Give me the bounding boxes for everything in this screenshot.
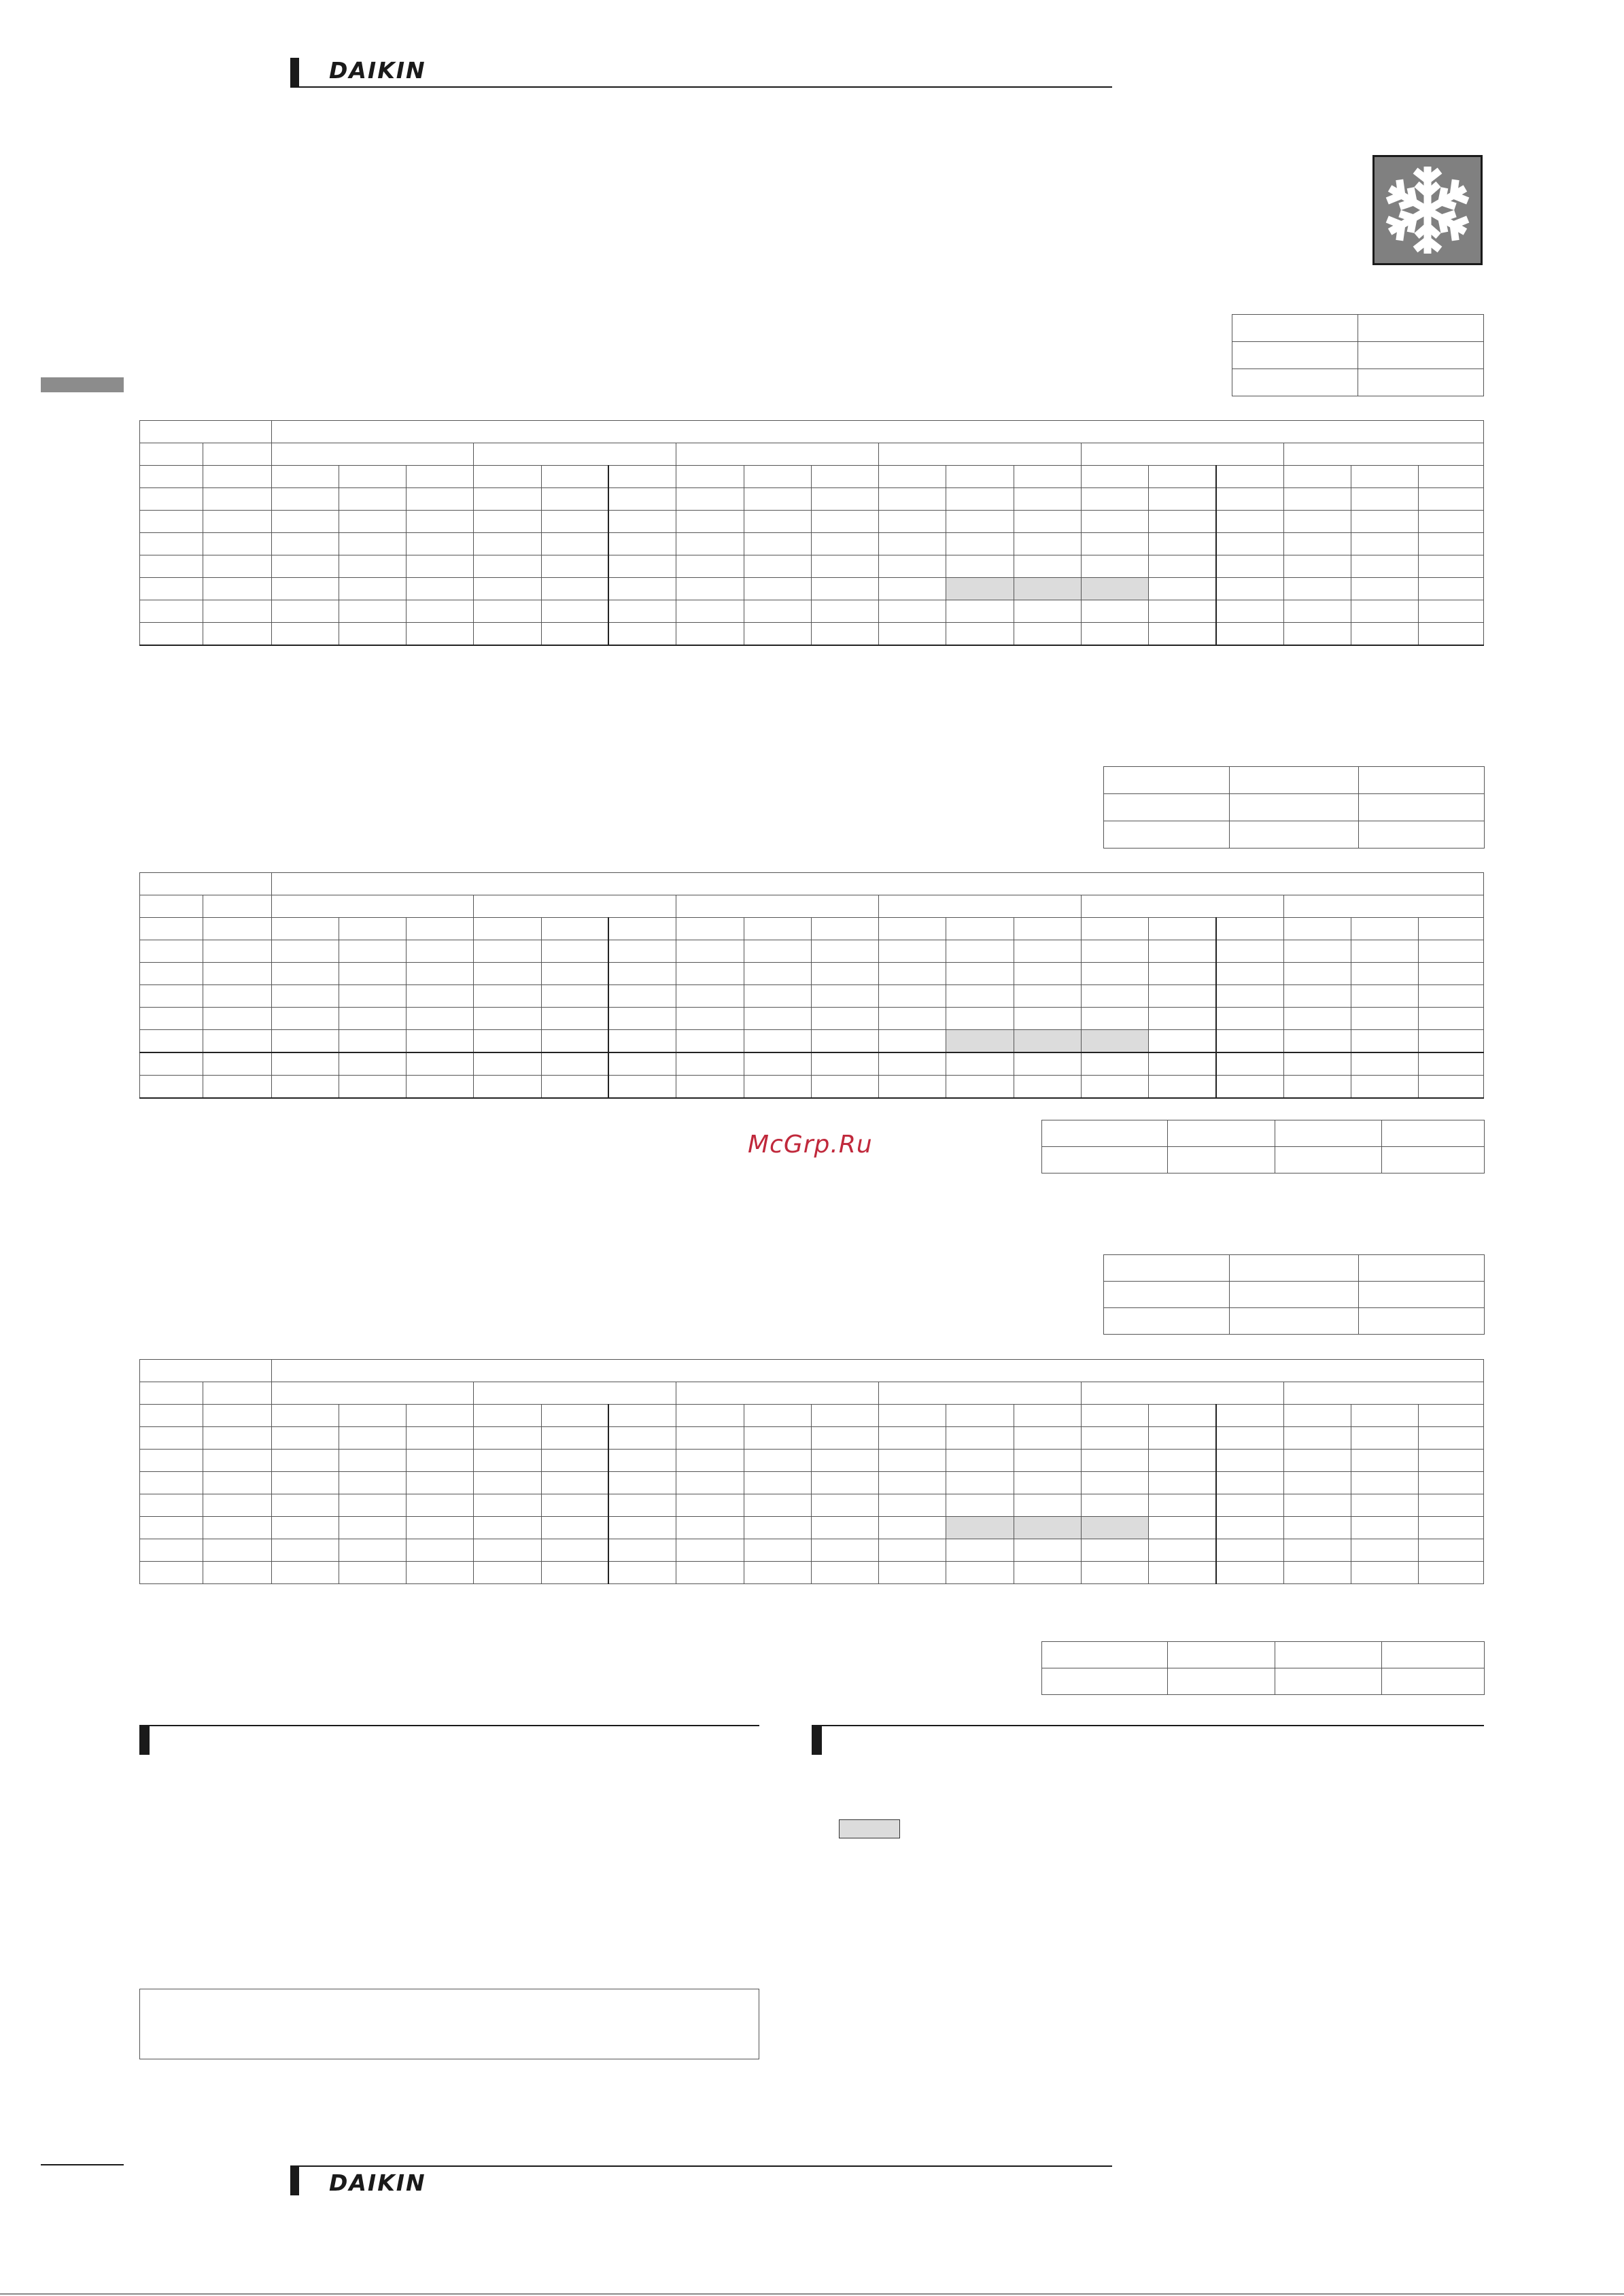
- table-row: [140, 1427, 1484, 1450]
- table-row: [140, 1450, 1484, 1472]
- footer-brand-logo: DAIKIN: [329, 2170, 426, 2196]
- table-row: [140, 963, 1484, 985]
- capacity-table-2: [139, 872, 1484, 1099]
- section-right-accent: [812, 1725, 822, 1755]
- table-row: [1104, 767, 1485, 794]
- table-row: [140, 555, 1484, 578]
- table-row: [140, 918, 1484, 940]
- table-row: [140, 1405, 1484, 1427]
- table-row: [1232, 315, 1484, 342]
- table-row: [140, 1052, 1484, 1076]
- table-row: [140, 600, 1484, 623]
- table-row: [140, 873, 1484, 895]
- table-row: [140, 1076, 1484, 1099]
- section-right-rule: [822, 1725, 1484, 1726]
- table-row: [1232, 369, 1484, 396]
- table-row: [140, 623, 1484, 646]
- table-row: [140, 533, 1484, 555]
- footer-accent-bar: [290, 2165, 299, 2195]
- footer-rule: [299, 2165, 1112, 2167]
- table-row: [140, 421, 1484, 443]
- table-row: [140, 1517, 1484, 1539]
- header-brand-logo: DAIKIN: [329, 57, 426, 84]
- table-row: [140, 1562, 1484, 1584]
- table-row: [140, 488, 1484, 511]
- header-accent-bar: [290, 58, 299, 88]
- note-box: [139, 1989, 759, 2059]
- table-row: [140, 466, 1484, 488]
- page-bottom-rule: [0, 2293, 1624, 2295]
- table-row: [140, 1030, 1484, 1053]
- table-row: [140, 578, 1484, 600]
- spec-table-3: [1041, 1120, 1485, 1173]
- table-row: [140, 1360, 1484, 1382]
- table-row: [140, 511, 1484, 533]
- table-row: [1104, 1282, 1485, 1308]
- header-rule: [299, 86, 1112, 88]
- table-row: [1104, 794, 1485, 821]
- snowflake-icon: [1372, 155, 1483, 265]
- section-left-rule: [150, 1725, 759, 1726]
- spec-table-4: [1103, 1254, 1485, 1335]
- table-row: [140, 1539, 1484, 1562]
- table-row: [1104, 821, 1485, 849]
- table-row: [140, 1494, 1484, 1517]
- table-row: [1232, 342, 1484, 369]
- section-left-accent: [139, 1725, 150, 1755]
- table-row: [1104, 1308, 1485, 1335]
- capacity-table-1: [139, 420, 1484, 646]
- table-row: [1042, 1120, 1485, 1147]
- table-row: [1042, 1147, 1485, 1173]
- table-row: [1104, 1255, 1485, 1282]
- footer-margin-rule: [41, 2164, 124, 2165]
- table-row: [140, 940, 1484, 963]
- table-row: [140, 895, 1484, 918]
- spec-table-1: [1232, 314, 1484, 396]
- table-row: [1042, 1642, 1485, 1668]
- spec-table-5: [1041, 1641, 1485, 1695]
- table-row: [1042, 1668, 1485, 1695]
- table-row: [140, 985, 1484, 1008]
- table-row: [140, 1382, 1484, 1405]
- table-row: [140, 1008, 1484, 1030]
- spec-table-2: [1103, 766, 1485, 849]
- table-row: [140, 443, 1484, 466]
- capacity-table-3: [139, 1359, 1484, 1584]
- legend-shade-swatch: [839, 1819, 900, 1838]
- margin-tab-marker: [41, 377, 124, 392]
- watermark-text: McGrp.Ru: [748, 1131, 873, 1159]
- table-row: [140, 1472, 1484, 1494]
